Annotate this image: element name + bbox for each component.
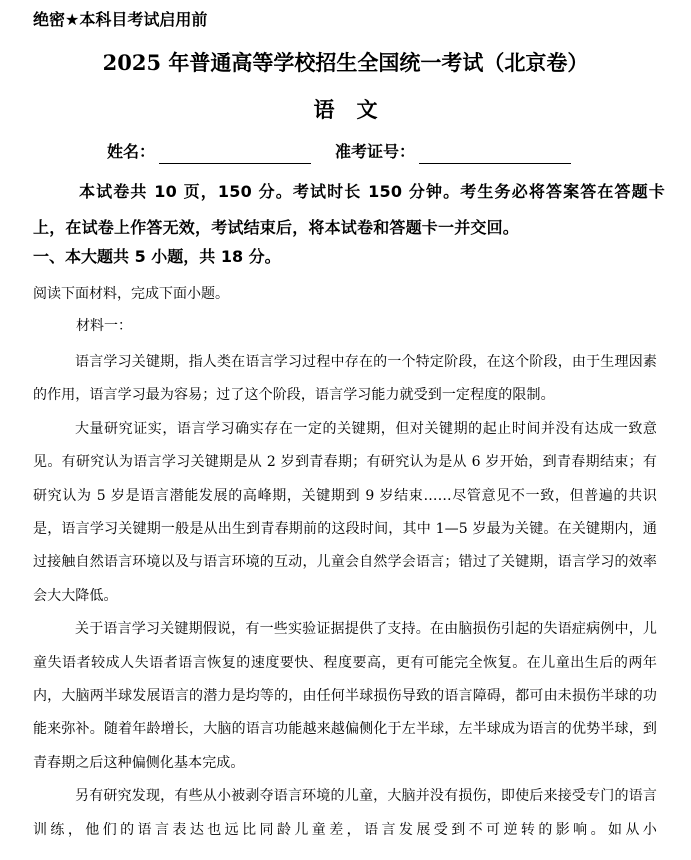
name-blank[interactable] [159, 146, 311, 164]
reading-prompt: 阅读下面材料，完成下面小题。 [33, 286, 229, 302]
paragraph: 语言学习关键期，指人类在语言学习过程中存在的一个特定阶段，在这个阶段，由于生理因素的作用，语言学习最为容易；过了这个阶段，语言学习能力就受到一定程度的限制。 [33, 354, 657, 404]
confidential-label: 绝密★本科目考试启用前 [33, 10, 208, 29]
exam-title: 2025 年普通高等学校招生全国统一考试（北京卷） [102, 50, 589, 75]
subject-title: 语文 [313, 97, 400, 122]
paragraph: 关于语言学习关键期假说，有一些实验证据提供了支持。在由脑损伤引起的失语症病例中，儿童失语者较成人失语者语言恢复的速度要快、程度要高，更有可能完全恢复。在儿童出生后的两年内，大脑两半球发展语言的潜力是均等的，由任何半球损伤导致的语言障碍，都可由未损伤半球的功能来弥补。随着年龄增长，大脑的语言功能越来越偏侧化于左半球，左半球成为语言的优势半球，到青春期之后这种偏侧化基本完成。 [33, 621, 657, 771]
section-heading: 一、本大题共 5 小题，共 18 分。 [33, 247, 281, 266]
exam-instruction: 本试卷共 10 页，150 分。考试时长 150 分钟。考生务必将答案答在答题卡上，在试卷上作答无效，考试结束后，将本试卷和答题卡一并交回。 [33, 182, 665, 237]
id-blank[interactable] [419, 146, 571, 164]
id-label: 准考证号： [335, 142, 416, 161]
paragraph: 大量研究证实，语言学习确实存在一定的关键期，但对关键期的起止时间并没有达成一致意见。有研究认为语言学习关键期是从 2 岁到青春期；有研究认为是从 6 岁开始，到青春期结束；有研究认为 5 岁是语言潜能发展的高峰期，关键期到 9 岁结束……尽管意见不一致，但普遍的共识是，语言学习关键期一般是从出生到青春期前的这段时间，其中 1—5 岁最为关键。在关键期内，通过接触自然语言环境以及与语言环境的互动，儿童会自然学会语言；错过了关键期，语言学习的效率会大大降低。 [33, 420, 657, 604]
paragraph: 另有研究发现，有些从小被剥夺语言环境的儿童，大脑并没有损伤，即使后来接受专门的语言训练，他们的语言表达也远比同龄儿童差，语言发展受到不可逆转的影响。如从小 [33, 788, 657, 838]
material-body [33, 346, 657, 847]
candidate-fields [107, 140, 571, 164]
material-label: 材料一： [76, 318, 132, 334]
name-label: 姓名： [107, 142, 156, 161]
